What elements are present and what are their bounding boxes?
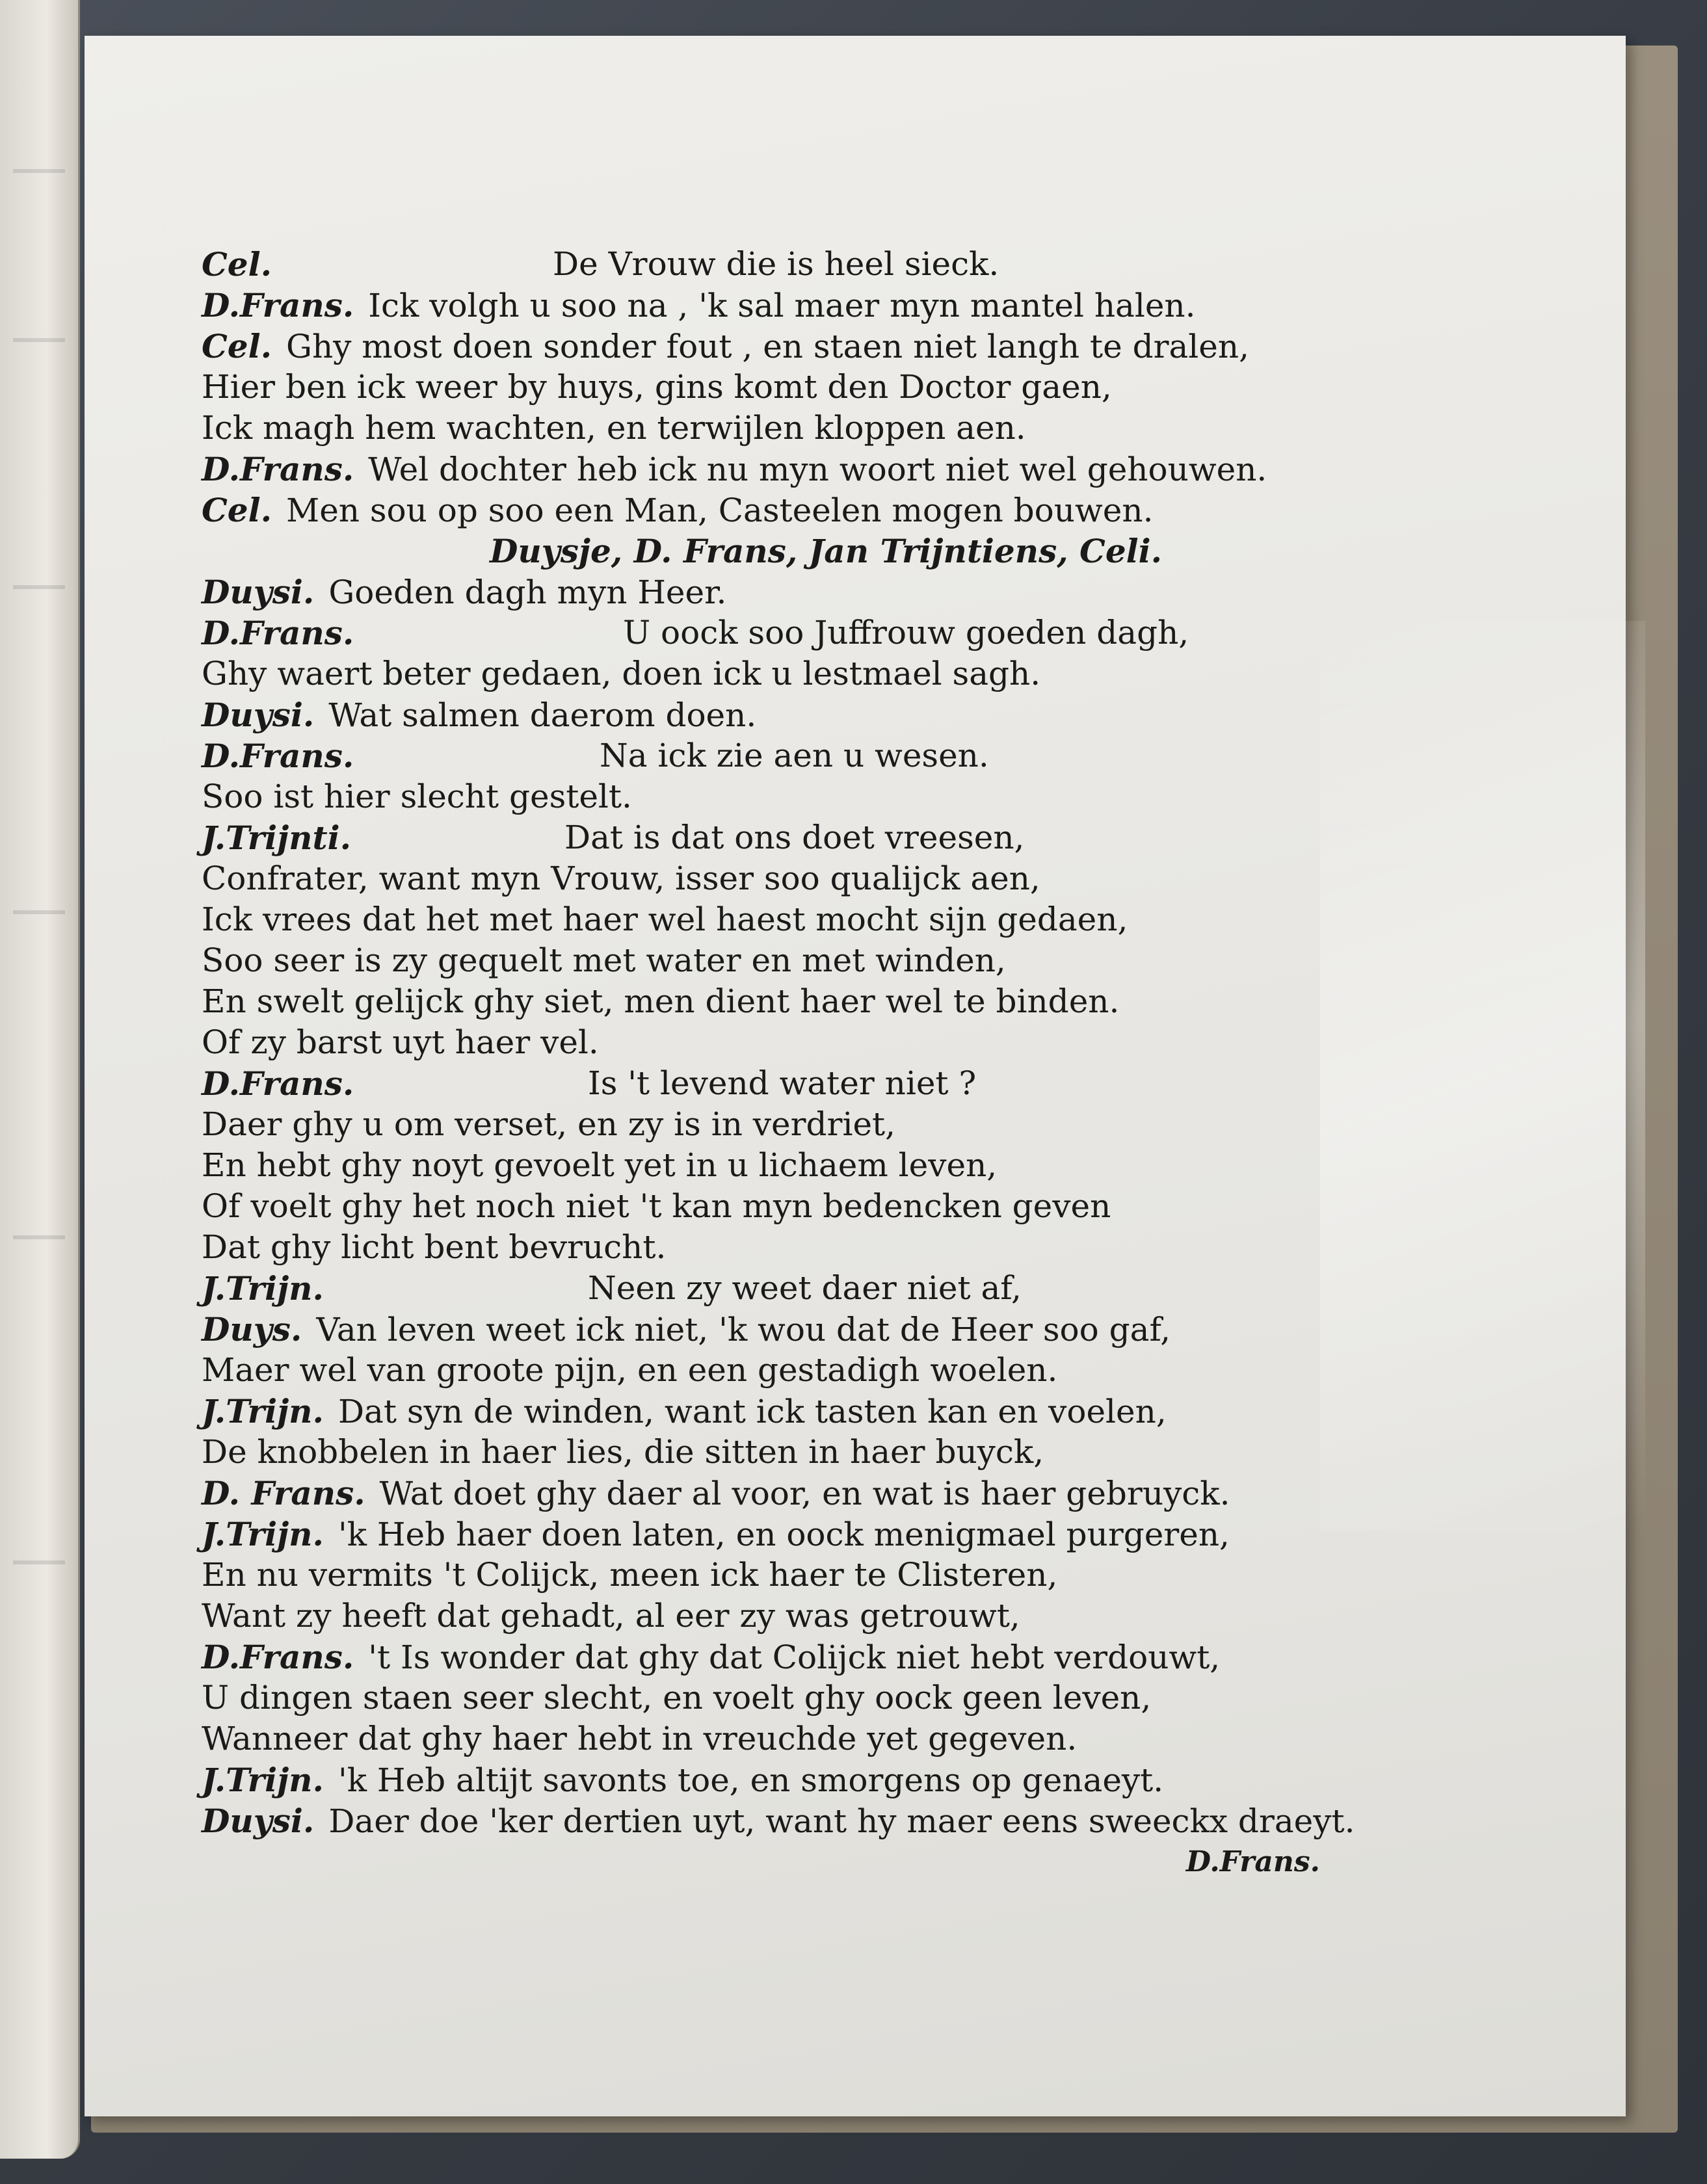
verse-text: Daer ghy u om verset, en zy is in verdriet, [202,1105,896,1143]
verse-text: Wel dochter heb ick nu myn woort niet wel gehouwen. [368,451,1267,488]
verse-line [202,1514,1372,1555]
speaker-label: Cel. [202,245,272,283]
verse-line [202,1391,1372,1432]
verse-line [202,1186,1372,1227]
left-page-text-fragment [13,585,65,589]
speaker-label: Duys. [202,1310,302,1349]
verse-line [202,1145,1372,1186]
verse-text: Daer doe 'ker dertien uyt, want hy maer eens sweeckx draeyt. [328,1802,1355,1840]
verse-line [202,1677,1372,1718]
verse-line [202,1309,1372,1350]
catchword-line [202,1841,1372,1882]
speaker-label: Duysi. [202,1802,315,1840]
verse-line [202,1473,1372,1514]
speaker-label: D.Frans. [202,737,354,775]
verse-text: Wat salmen daerom doen. [328,696,757,734]
verse-text: En swelt gelijck ghy siet, men dient haer wel te binden. [202,982,1120,1020]
verse-text: De Vrouw die is heel sieck. [553,245,999,283]
printed-page [85,36,1626,2116]
speaker-label: J.Trijn. [202,1269,324,1308]
verse-text: Ghy most doen sonder fout , en staen niet langh te dralen, [286,328,1249,365]
verse-text: Maer wel van groote pijn, en een gestadigh woelen. [202,1351,1058,1389]
verse-text: Wat doet ghy daer al voor, en wat is haer gebruyck. [379,1475,1230,1512]
verse-line [202,1022,1372,1063]
left-page-text-fragment [13,1235,65,1239]
verse-line [202,1555,1372,1596]
verse-text: En nu vermits 't Colijck, meen ick haer te Clisteren, [202,1556,1058,1594]
left-page-text-fragment [13,910,65,914]
verse-line [202,1268,1372,1309]
verse-line [202,694,1372,735]
verse-line [202,776,1372,817]
verse-text: Ick magh hem wachten, en terwijlen kloppen aen. [202,409,1026,447]
verse-text: Of voelt ghy het noch niet 't kan myn bedencken geven [202,1187,1111,1225]
verse-line [202,449,1372,490]
verse-text: Van leven weet ick niet, 'k wou dat de Heer soo gaf, [316,1311,1171,1349]
verse-text: Na ick zie aen u wesen. [600,737,989,774]
verse-line [202,817,1372,858]
speaker-label: J.Trijn. [202,1515,324,1553]
verse-line [202,1350,1372,1391]
verse-line [202,858,1372,899]
verse-text: 't Is wonder dat ghy dat Colijck niet hebt verdouwt, [368,1638,1221,1676]
verse-text: De knobbelen in haer lies, die sitten in haer buyck, [202,1433,1044,1471]
verse-line [202,1063,1372,1104]
speaker-label: D.Frans. [202,614,354,652]
verse-text: Want zy heeft dat gehadt, al eer zy was getrouwt, [202,1597,1020,1635]
verse-text: Hier ben ick weer by huys, gins komt den Doctor gaen, [202,368,1112,406]
speaker-label: D. Frans. [202,1474,365,1512]
verse-line [202,408,1372,449]
verse-text: Soo ist hier slecht gestelt. [202,778,632,815]
verse-line [202,1596,1372,1637]
verse-line [202,1637,1372,1677]
verse-line [202,367,1372,408]
verse-text: Ghy waert beter gedaen, doen ick u lestmael sagh. [202,655,1041,692]
verse-line [202,1800,1372,1841]
verse-text: Goeden dagh myn Heer. [328,573,727,611]
left-page-text-fragment [13,1560,65,1564]
verse-text: Ick volgh u soo na , 'k sal maer myn mantel halen. [368,287,1196,324]
scene-heading: Duysje, D. Frans, Jan Trijntiens, Celi. [489,532,1163,570]
left-page-edge [0,0,80,2159]
speaker-label: Duysi. [202,696,315,734]
verse-text: Confrater, want myn Vrouw, isser soo qualijck aen, [202,860,1040,897]
verse-text: Dat syn de winden, want ick tasten kan en voelen, [337,1393,1167,1430]
verse-line [202,572,1372,612]
speaker-label: D.Frans. [202,1638,354,1676]
verse-line [202,244,1372,285]
verse-text: Men sou op soo een Man, Casteelen mogen bouwen. [286,492,1154,529]
verse-text: Ick vrees dat het met haer wel haest mocht sijn gedaen, [202,901,1128,938]
play-text [202,244,1372,1882]
speaker-label: D.Frans. [202,286,354,324]
verse-line [202,940,1372,981]
verse-line [202,1227,1372,1268]
verse-text: Neen zy weet daer niet af, [588,1269,1022,1307]
verse-line [202,1718,1372,1759]
speaker-label: J.Trijn. [202,1761,324,1799]
speaker-label: J.Trijn. [202,1392,324,1430]
speaker-label: Cel. [202,327,272,365]
verse-line [202,1759,1372,1800]
verse-text: 'k Heb altijt savonts toe, en smorgens op genaeyt. [337,1761,1164,1799]
verse-line [202,1432,1372,1473]
left-page-text-fragment [13,169,65,173]
verse-text: Dat ghy licht bent bevrucht. [202,1228,667,1266]
speaker-label: Duysi. [202,573,315,611]
verse-line [202,326,1372,367]
speaker-label: J.Trijnti. [202,819,352,857]
catchword: D.Frans. [1185,1845,1320,1878]
verse-line [202,653,1372,694]
verse-line [202,612,1372,653]
verse-line [202,285,1372,326]
speaker-label: Cel. [202,491,272,529]
verse-line [202,735,1372,776]
verse-text: En hebt ghy noyt gevoelt yet in u lichaem leven, [202,1146,998,1184]
verse-text: U oock soo Juffrouw goeden dagh, [623,614,1189,651]
verse-text: U dingen staen seer slecht, en voelt ghy oock geen leven, [202,1679,1152,1717]
verse-line [202,981,1372,1022]
speaker-label: D.Frans. [202,450,354,488]
verse-line [202,1104,1372,1145]
verse-text: Soo seer is zy gequelt met water en met winden, [202,941,1006,979]
verse-line [202,490,1372,531]
speaker-label: D.Frans. [202,1064,354,1103]
verse-line [202,899,1372,940]
verse-text: 'k Heb haer doen laten, en oock menigmael purgeren, [337,1516,1230,1553]
verse-text: Is 't levend water niet ? [588,1064,977,1102]
verse-text: Dat is dat ons doet vreesen, [564,819,1025,856]
left-page-text-fragment [13,338,65,342]
verse-text: Wanneer dat ghy haer hebt in vreuchde yet gegeven. [202,1720,1078,1757]
verse-text: Of zy barst uyt haer vel. [202,1023,599,1061]
